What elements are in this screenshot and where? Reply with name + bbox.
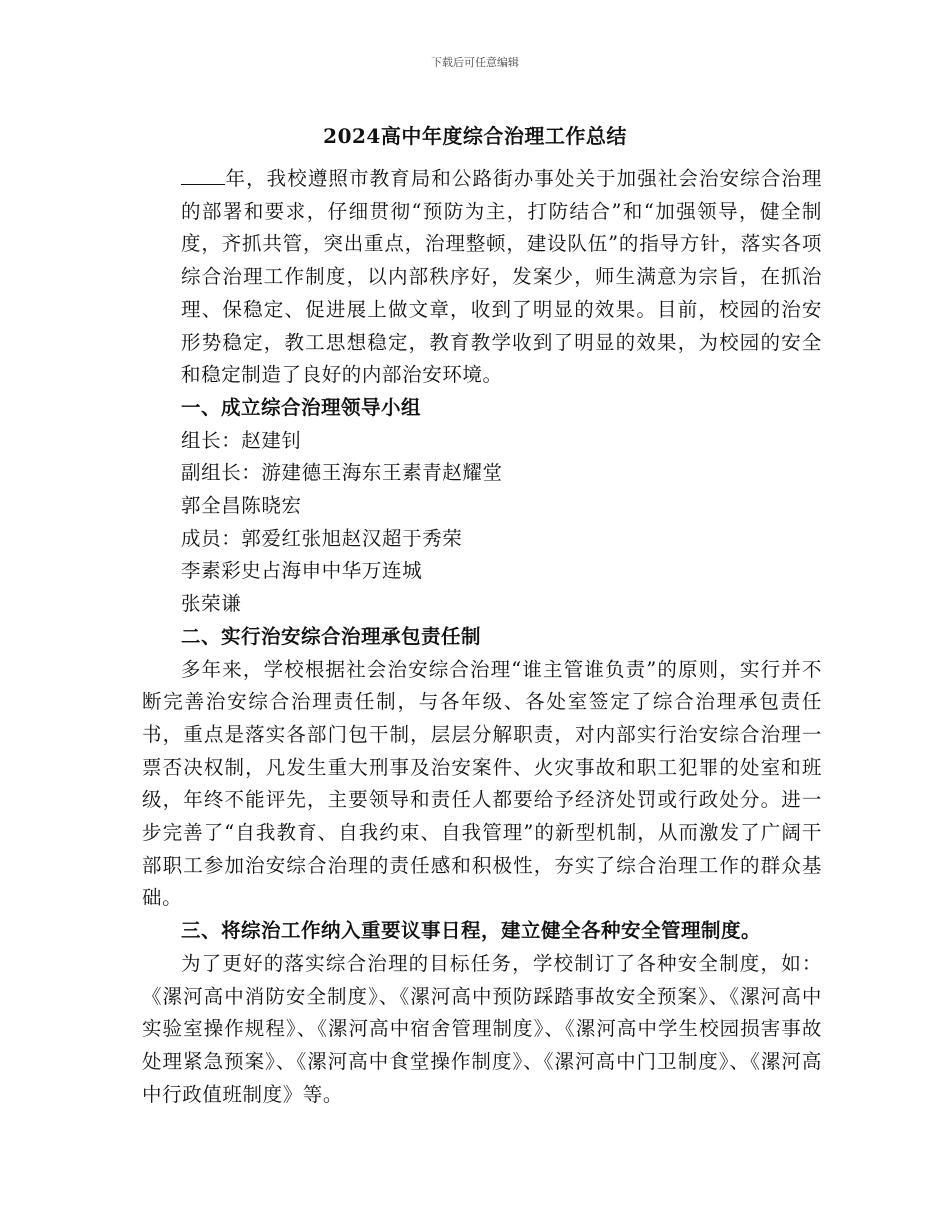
document-title: 2024高中年度综合治理工作总结	[323, 124, 627, 148]
section3-heading: 三、将综治工作纳入重要议事日程，建立健全各种安全管理制度。	[181, 919, 762, 943]
member-line: 副组长：游建德王海东王素青赵耀堂	[181, 461, 503, 485]
document-body	[142, 163, 822, 1111]
section2-paragraph: 多年来，学校根据社会治安综合治理“谁主管谁负责”的原则，实行并不断完善治安综合治理责任制，与各年级、各处室签定了综合治理承包责任书，重点是落实各部门包干制，层层分解职责，对内部实行治安综合治理一票否决权制，凡发生重大刑事及治安案件、火灾事故和职工犯罪的处室和班级，年终不能评先，主要领导和责任人都要给予经济处罚或行政处分。进一步完善了“自我教育、自我约束、自我管理”的新型机制，从而激发了广阔干部职工参加治安综合治理的责任感和积极性，夯实了综合治理工作的群众基础。	[142, 657, 822, 910]
section1-heading: 一、成立综合治理领导小组	[181, 395, 422, 419]
member-line: 郭全昌陈晓宏	[181, 494, 302, 518]
member-line: 组长：赵建钊	[181, 428, 302, 452]
intro-text: 年，我校遵照市教育局和公路街办事处关于加强社会治安综合治理的部署和要求，仔细贯彻“预防为主，打防结合”和“加强领导，健全制度，齐抓共管，突出重点，治理整顿，建设队伍”的指导方针，落实各项综合治理工作制度，以内部秩序好，发案少，师生满意为宗旨，在抓治理、保稳定、促进展上做文章，收到了明显的效果。目前，校园的治安形势稳定，教工思想稳定，教育教学收到了明显的效果，为校园的安全和稳定制造了良好的内部治安环境。	[181, 167, 822, 387]
member-line: 李素彩史占海申中华万连城	[181, 559, 423, 583]
section3-paragraph: 为了更好的落实综合治理的目标任务，学校制订了各种安全制度，如：《漯河高中消防安全制度》、《漯河高中预防踩踏事故安全预案》、《漯河高中实验室操作规程》、《漯河高中宿舍管理制度》、《漯河高中学生校园损害事故处理紧急预案》、《漯河高中食堂操作制度》、《漯河高中门卫制度》、《漯河高中行政值班制度》等。	[142, 951, 822, 1106]
member-line: 张荣谦	[181, 592, 242, 616]
intro-paragraph	[142, 163, 822, 392]
fill-in-blank	[181, 183, 225, 185]
section2-heading: 二、实行治安综合治理承包责任制	[181, 624, 482, 648]
header-note: 下载后可任意编辑	[431, 56, 519, 69]
member-line: 成员：郭爱红张旭赵汉超于秀荣	[181, 526, 463, 550]
